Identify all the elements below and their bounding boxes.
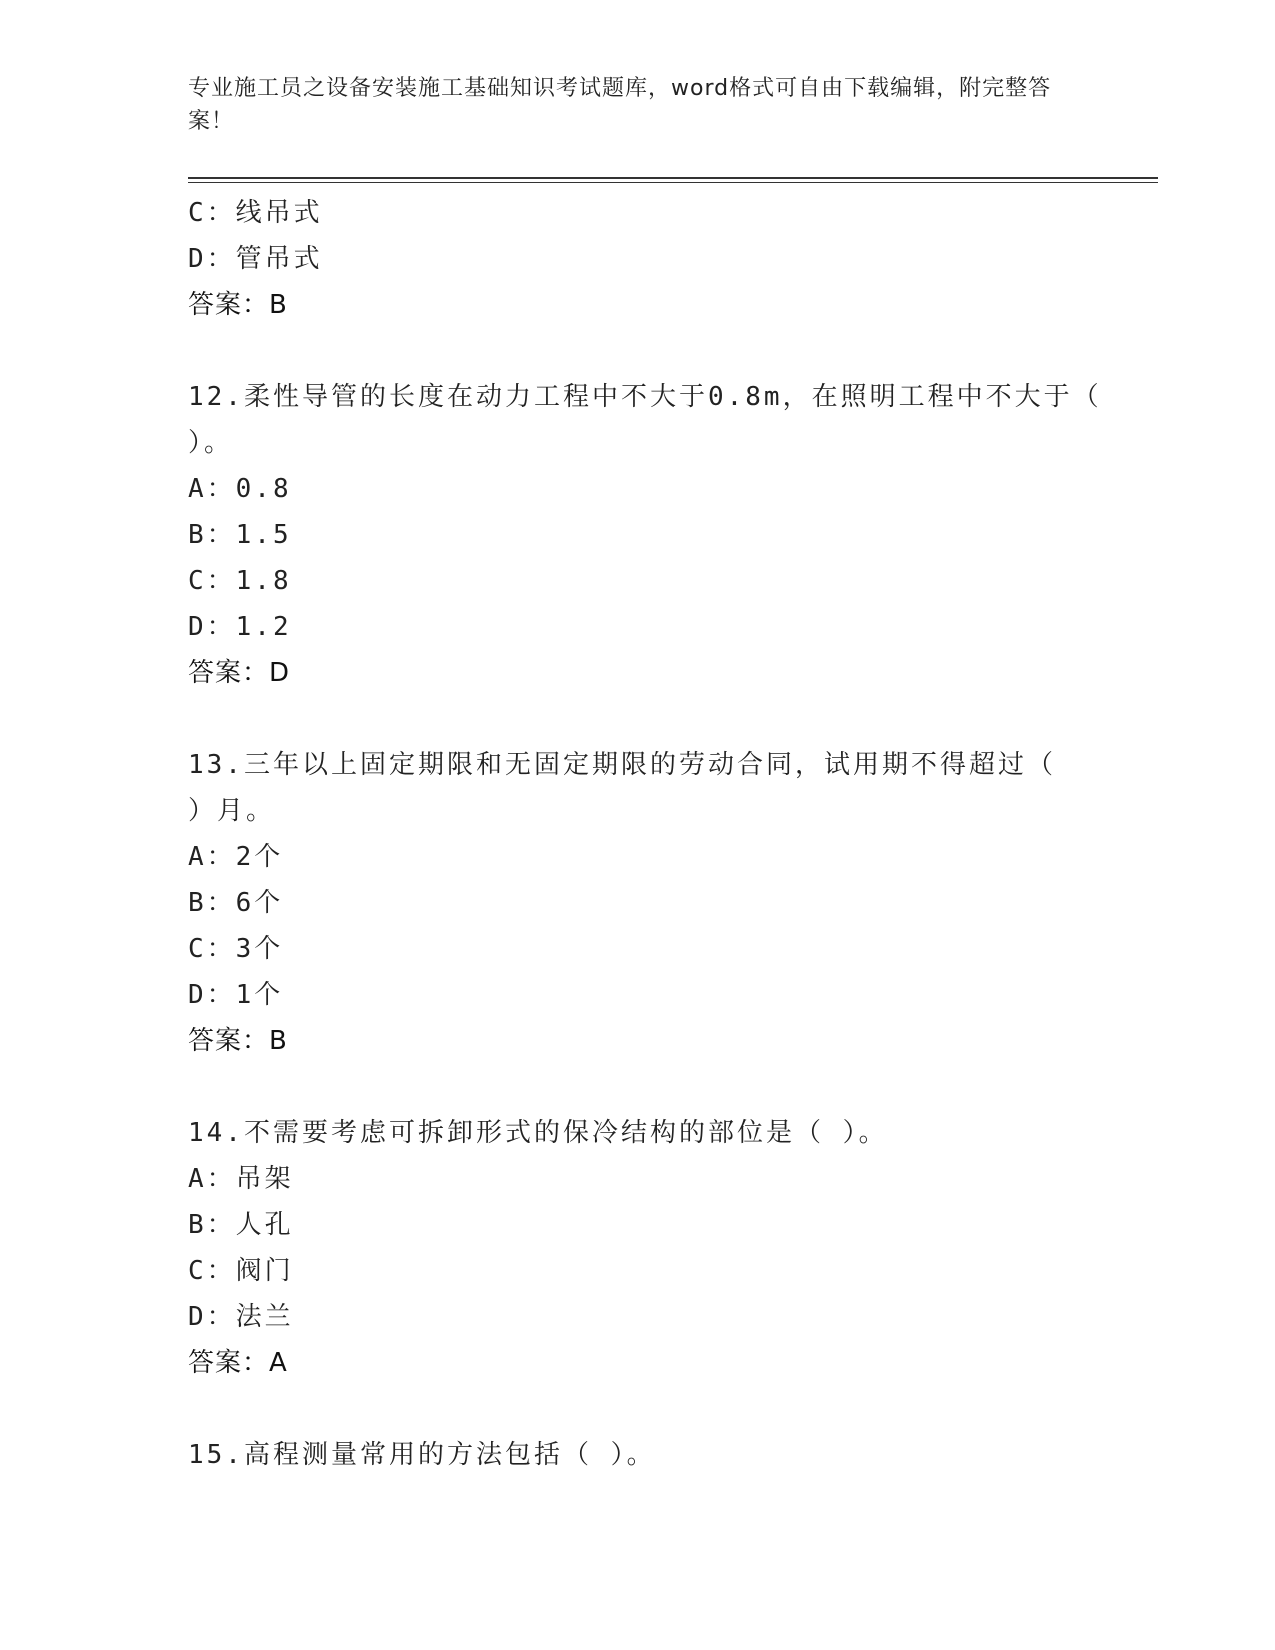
question-stem: 15.高程测量常用的方法包括（ ）。 bbox=[188, 1440, 656, 1470]
option-d: D：1.2 bbox=[188, 612, 292, 642]
option-b: B：1.5 bbox=[188, 520, 292, 550]
option-d: D：1个 bbox=[188, 980, 284, 1010]
spacer bbox=[188, 1064, 1088, 1110]
option-b: B：人孔 bbox=[188, 1210, 294, 1240]
option-a: A：2个 bbox=[188, 842, 284, 872]
question-15 bbox=[188, 1432, 1088, 1478]
question-list bbox=[188, 190, 1102, 1478]
header-divider-thick bbox=[188, 177, 1158, 179]
question-12 bbox=[188, 374, 1102, 696]
question-stem: 14.不需要考虑可拆卸形式的保冷结构的部位是（ ）。 bbox=[188, 1118, 888, 1148]
answer-line: 答案：B bbox=[188, 290, 288, 320]
question-14 bbox=[188, 1110, 1088, 1386]
option-c: C：1.8 bbox=[188, 566, 292, 596]
option-d: D：法兰 bbox=[188, 1302, 294, 1332]
question-stem-continued: ）月。 bbox=[188, 796, 276, 826]
page-header: 专业施工员之设备安装施工基础知识考试题库，word格式可自由下载编辑，附完整答案！ bbox=[188, 76, 1052, 134]
answer-line: 答案：A bbox=[188, 1348, 288, 1378]
spacer bbox=[188, 328, 1088, 374]
spacer bbox=[188, 696, 1088, 742]
option-c: C：阀门 bbox=[188, 1256, 294, 1286]
spacer bbox=[188, 1386, 1088, 1432]
question-11-continuation bbox=[188, 190, 1088, 328]
question-stem: 12.柔性导管的长度在动力工程中不大于0.8m，在照明工程中不大于（ bbox=[188, 382, 1102, 412]
option-b: B：6个 bbox=[188, 888, 284, 918]
question-stem-continued: ）。 bbox=[188, 428, 234, 458]
option-a: A：吊架 bbox=[188, 1164, 294, 1194]
question-stem: 13.三年以上固定期限和无固定期限的劳动合同，试用期不得超过（ bbox=[188, 750, 1056, 780]
answer-line: 答案：D bbox=[188, 658, 291, 688]
question-13 bbox=[188, 742, 1088, 1064]
option-c: C：3个 bbox=[188, 934, 284, 964]
option-d: D：管吊式 bbox=[188, 244, 323, 274]
header-divider-thin bbox=[188, 182, 1158, 183]
option-c: C：线吊式 bbox=[188, 198, 323, 228]
answer-line: 答案：B bbox=[188, 1026, 288, 1056]
option-a: A：0.8 bbox=[188, 474, 292, 504]
